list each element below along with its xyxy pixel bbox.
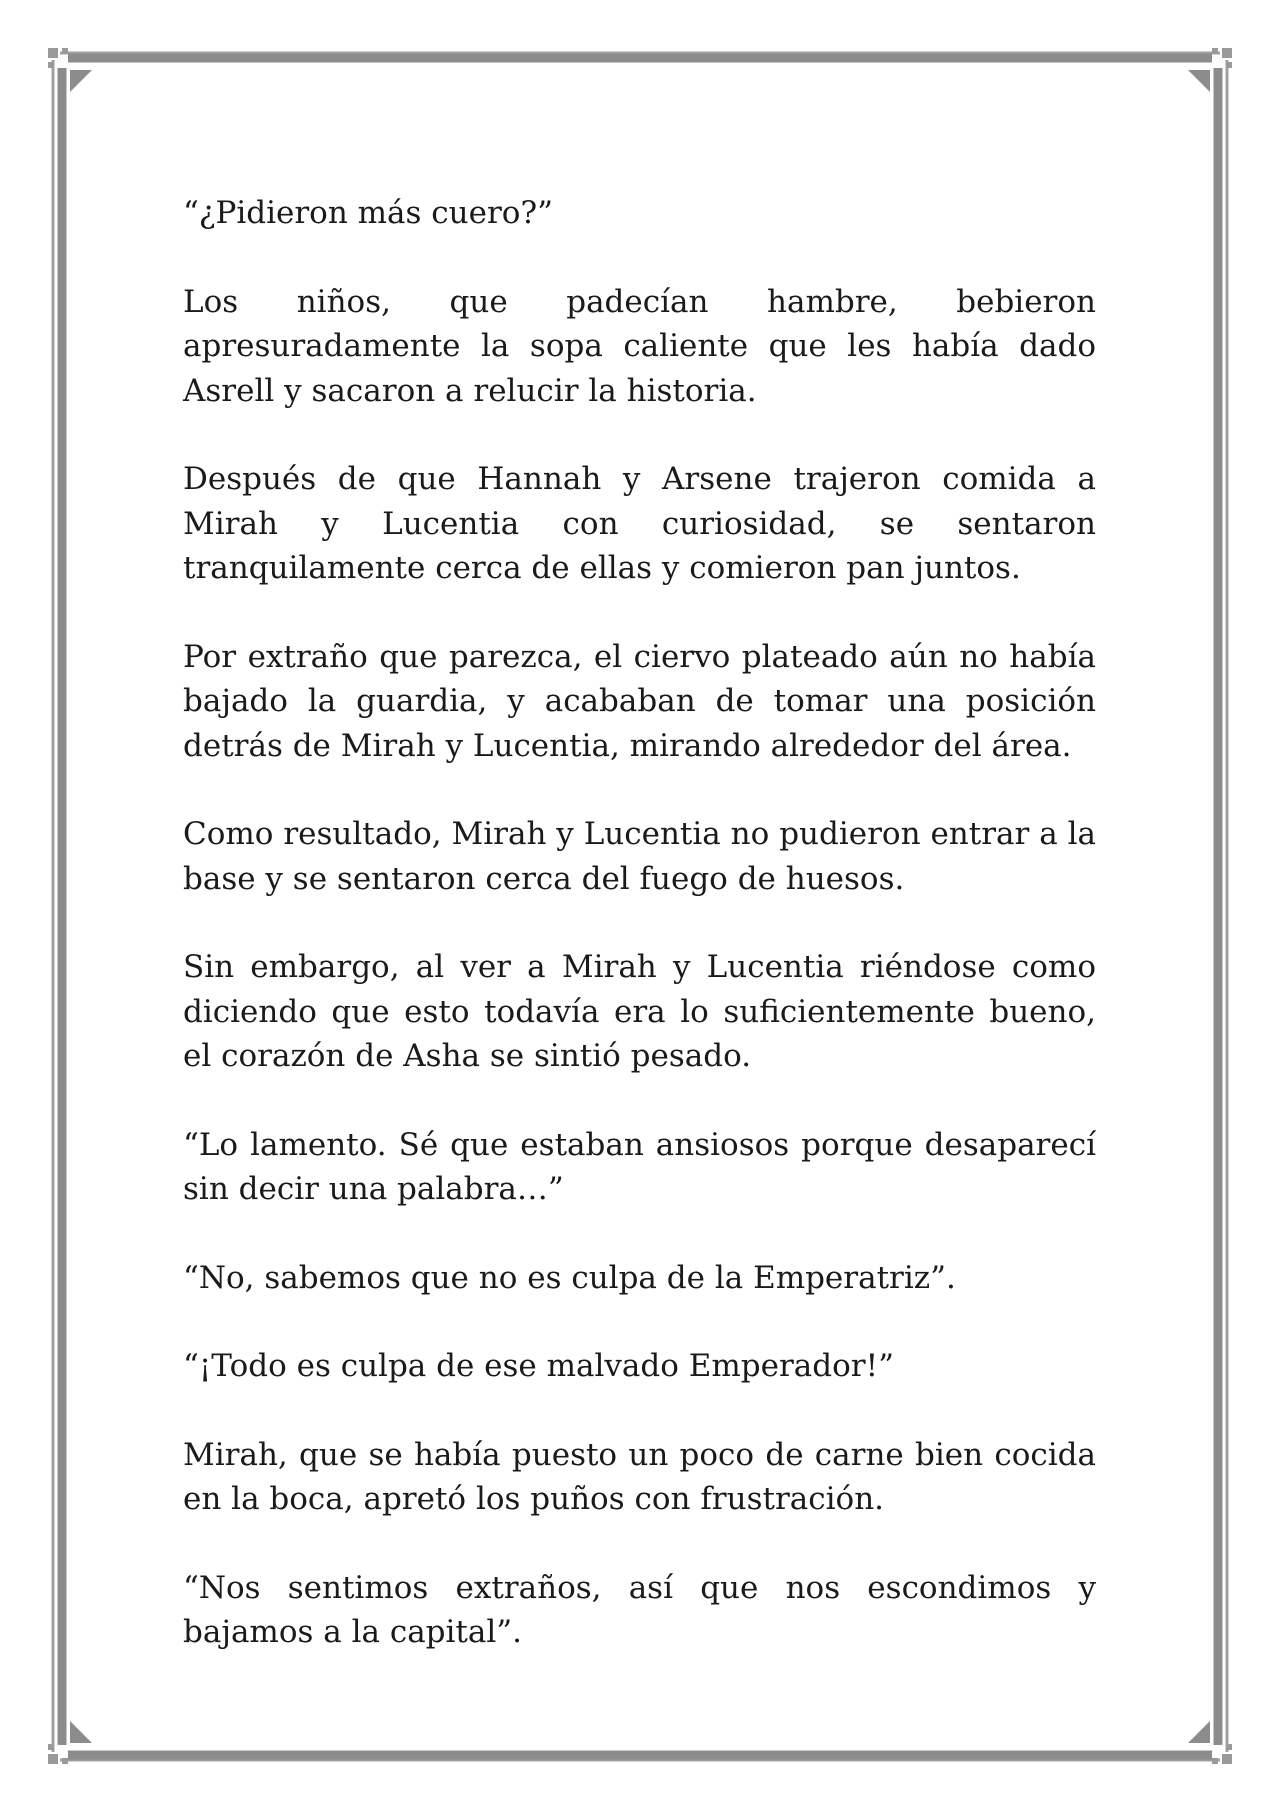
paragraph: “Lo lamento. Sé que estaban ansiosos porque desaparecí sin decir una palabra…” xyxy=(183,1126,1096,1207)
paragraph: “¡Todo es culpa de ese malvado Emperador!” xyxy=(183,1348,894,1384)
paragraph: Por extraño que parezca, el ciervo plateado aún no había bajado la guardia, y acababan de tomar una posición detrás de Mirah y Lucentia, mirando alrededor del área. xyxy=(183,638,1096,764)
paragraph: “Nos sentimos extraños, así que nos escondimos y bajamos a la capital”. xyxy=(183,1569,1096,1650)
paragraph: “¿Pidieron más cuero?” xyxy=(183,195,553,231)
paragraph: Después de que Hannah y Arsene trajeron comida a Mirah y Lucentia con curiosidad, se sentaron tranquilamente cerca de ellas y comieron pan juntos. xyxy=(183,461,1096,586)
paragraph: Mirah, que se había puesto un poco de carne bien cocida en la boca, apretó los puños con frustración. xyxy=(183,1436,1096,1517)
paragraph: “No, sabemos que no es culpa de la Emperatriz”. xyxy=(183,1259,956,1296)
document-body xyxy=(183,191,1096,1699)
paragraph: Sin embargo, al ver a Mirah y Lucentia riéndose como diciendo que esto todavía era lo suficientemente bueno, el corazón de Asha se sintió pesado. xyxy=(183,949,1096,1074)
paragraph: Los niños, que padecían hambre, bebieron apresuradamente la sopa caliente que les había dado Asrell y sacaron a relucir la historia. xyxy=(183,283,1096,409)
paragraph: Como resultado, Mirah y Lucentia no pudieron entrar a la base y se sentaron cerca del fuego de huesos. xyxy=(183,816,1096,897)
